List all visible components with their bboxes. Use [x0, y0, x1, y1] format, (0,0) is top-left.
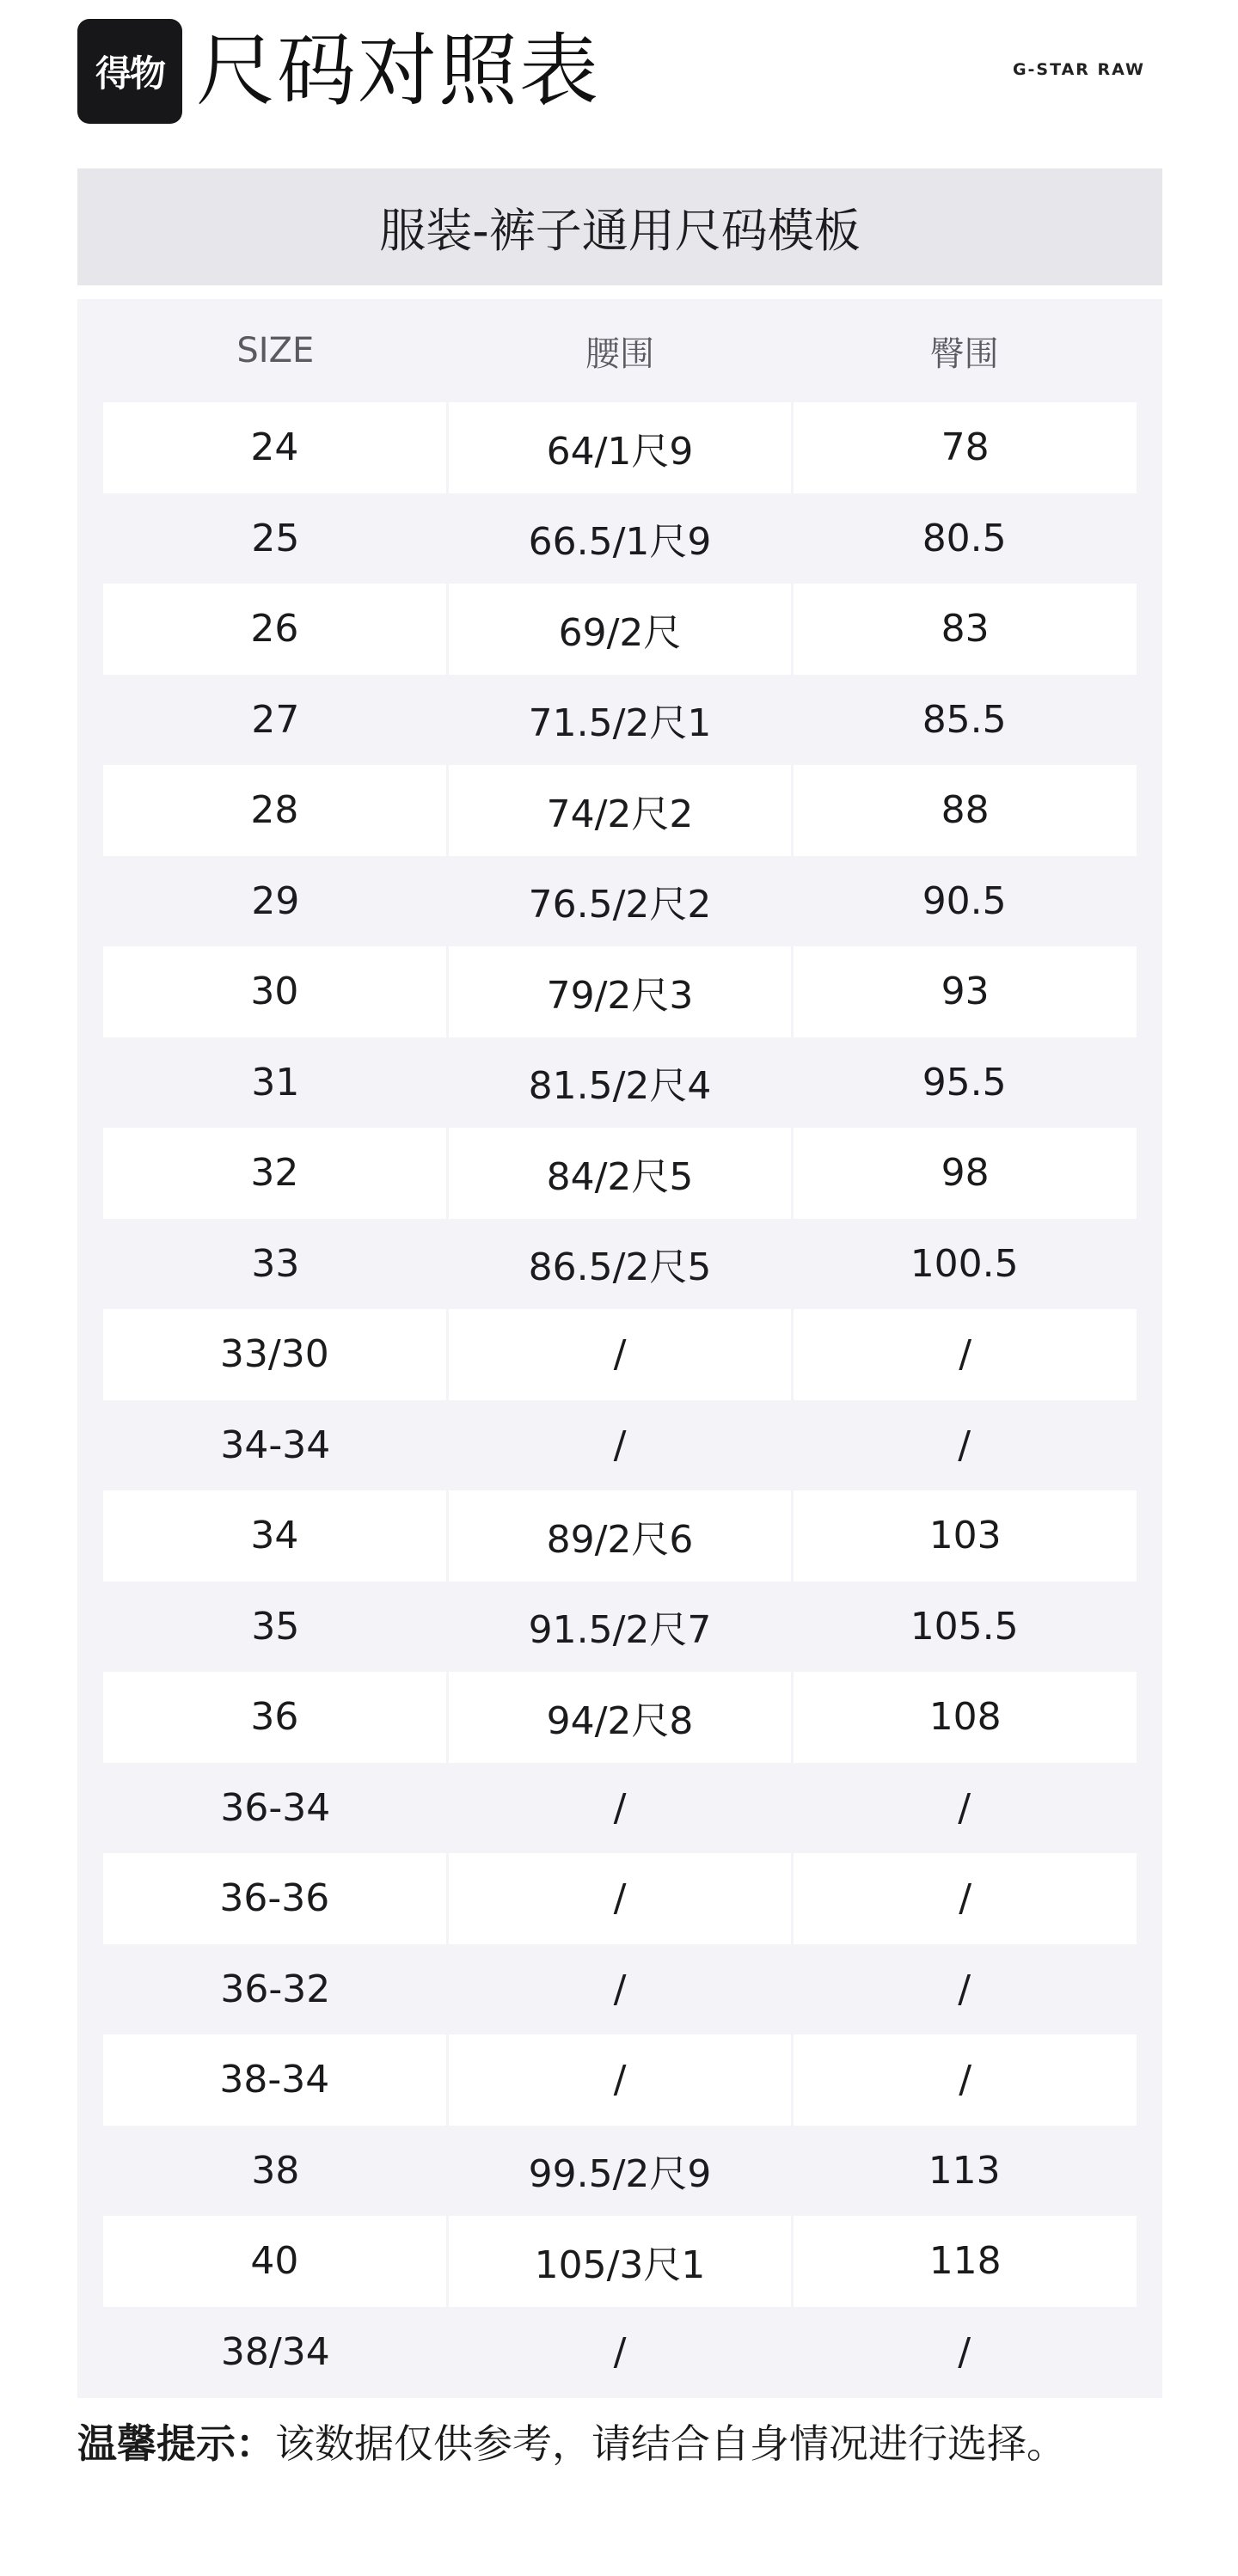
template-banner — [77, 168, 1162, 285]
cell-waist: / — [613, 1967, 627, 2011]
size-table — [77, 299, 1162, 2398]
cell-hip: / — [791, 1853, 1137, 1944]
app-logo — [77, 19, 182, 124]
cell-size: 36-34 — [220, 1785, 331, 1830]
cell-hip: 100.5 — [910, 1241, 1019, 1286]
cell-hip: / — [791, 2034, 1137, 2126]
cell-size: 30 — [103, 946, 446, 1037]
cell-waist: / — [446, 2034, 792, 2126]
header — [0, 0, 1238, 163]
cell-waist: 64/1尺9 — [446, 402, 792, 493]
cell-hip: 90.5 — [922, 878, 1007, 923]
cell-waist: 86.5/2尺5 — [528, 1245, 712, 1290]
cell-size: 38/34 — [220, 2329, 330, 2374]
table-row — [103, 1219, 1137, 1310]
cell-waist: 71.5/2尺1 — [528, 701, 712, 746]
cell-hip: 105.5 — [910, 1604, 1019, 1649]
table-row — [103, 2216, 1137, 2307]
cell-hip: 108 — [791, 1672, 1137, 1763]
cell-waist: / — [613, 2329, 627, 2374]
cell-waist: 69/2尺 — [446, 584, 792, 675]
column-header-waist: 腰围 — [585, 333, 654, 374]
cell-size: 38-34 — [103, 2034, 446, 2126]
table-row — [103, 493, 1137, 584]
cell-size: 25 — [251, 516, 300, 560]
tip-label: 温馨提示： — [77, 2420, 275, 2467]
cell-hip: / — [958, 1423, 971, 1467]
cell-size: 26 — [103, 584, 446, 675]
cell-size: 27 — [251, 697, 300, 742]
cell-hip: 103 — [791, 1490, 1137, 1582]
table-row — [103, 1582, 1137, 1673]
cell-hip: 78 — [791, 402, 1137, 493]
table-row — [103, 2126, 1137, 2217]
cell-hip: 118 — [791, 2216, 1137, 2307]
cell-size: 31 — [251, 1060, 300, 1104]
table-row — [103, 2307, 1137, 2398]
table-row — [103, 1400, 1137, 1491]
column-header-hip: 臀围 — [929, 333, 999, 374]
cell-hip: 85.5 — [922, 697, 1007, 742]
cell-hip: 113 — [928, 2148, 1001, 2193]
cell-size: 34-34 — [220, 1423, 331, 1467]
cell-waist: / — [446, 1853, 792, 1944]
app-logo-text: 得物 — [95, 52, 164, 95]
table-row — [103, 1309, 1137, 1400]
cell-size: 34 — [103, 1490, 446, 1582]
cell-hip: 95.5 — [922, 1060, 1007, 1104]
footer-tip — [77, 2414, 1066, 2474]
cell-hip: 80.5 — [922, 516, 1007, 560]
cell-waist: 84/2尺5 — [446, 1128, 792, 1219]
cell-waist: 76.5/2尺2 — [528, 883, 712, 927]
cell-size: 33/30 — [103, 1309, 446, 1400]
cell-waist: 94/2尺8 — [446, 1672, 792, 1763]
column-header-size: SIZE — [236, 331, 315, 370]
cell-size: 40 — [103, 2216, 446, 2307]
table-row — [103, 1490, 1137, 1582]
cell-size: 36-32 — [220, 1967, 331, 2011]
table-row — [103, 675, 1137, 766]
cell-hip: / — [958, 1785, 971, 1830]
cell-hip: / — [958, 1967, 971, 2011]
tip-text: 该数据仅供参考，请结合自身情况进行选择。 — [275, 2420, 1066, 2467]
cell-size: 38 — [251, 2148, 300, 2193]
cell-waist: 79/2尺3 — [446, 946, 792, 1037]
cell-size: 28 — [103, 765, 446, 856]
cell-size: 33 — [251, 1241, 300, 1286]
table-body — [103, 402, 1137, 2397]
table-row — [103, 765, 1137, 856]
cell-hip: 93 — [791, 946, 1137, 1037]
cell-size: 29 — [251, 878, 300, 923]
table-row — [103, 856, 1137, 947]
table-row — [103, 584, 1137, 675]
cell-hip: 88 — [791, 765, 1137, 856]
table-row — [103, 2034, 1137, 2126]
cell-waist: 91.5/2尺7 — [528, 1608, 712, 1653]
table-row — [103, 1128, 1137, 1219]
cell-size: 24 — [103, 402, 446, 493]
cell-size: 32 — [103, 1128, 446, 1219]
table-row — [103, 1944, 1137, 2035]
table-row — [103, 1763, 1137, 1854]
cell-waist: 99.5/2尺9 — [528, 2152, 712, 2197]
table-row — [103, 1672, 1137, 1763]
cell-size: 36 — [103, 1672, 446, 1763]
table-header-row — [103, 299, 1137, 402]
cell-hip: / — [958, 2329, 971, 2374]
brand-logo: G-STAR RAW — [1012, 60, 1145, 79]
table-row — [103, 946, 1137, 1037]
table-row — [103, 1853, 1137, 1944]
cell-hip: / — [791, 1309, 1137, 1400]
cell-size: 36-36 — [103, 1853, 446, 1944]
table-row — [103, 1037, 1137, 1129]
cell-waist: 89/2尺6 — [446, 1490, 792, 1582]
cell-waist: 105/3尺1 — [446, 2216, 792, 2307]
cell-hip: 83 — [791, 584, 1137, 675]
cell-waist: 81.5/2尺4 — [528, 1064, 712, 1109]
page-title: 尺码对照表 — [196, 25, 601, 117]
cell-hip: 98 — [791, 1128, 1137, 1219]
cell-waist: / — [446, 1309, 792, 1400]
cell-waist: 74/2尺2 — [446, 765, 792, 856]
cell-waist: / — [613, 1785, 627, 1830]
cell-waist: / — [613, 1423, 627, 1467]
cell-size: 35 — [251, 1604, 300, 1649]
cell-waist: 66.5/1尺9 — [528, 520, 712, 565]
table-row — [103, 402, 1137, 493]
template-banner-label: 服装-裤子通用尺码模板 — [379, 203, 861, 258]
